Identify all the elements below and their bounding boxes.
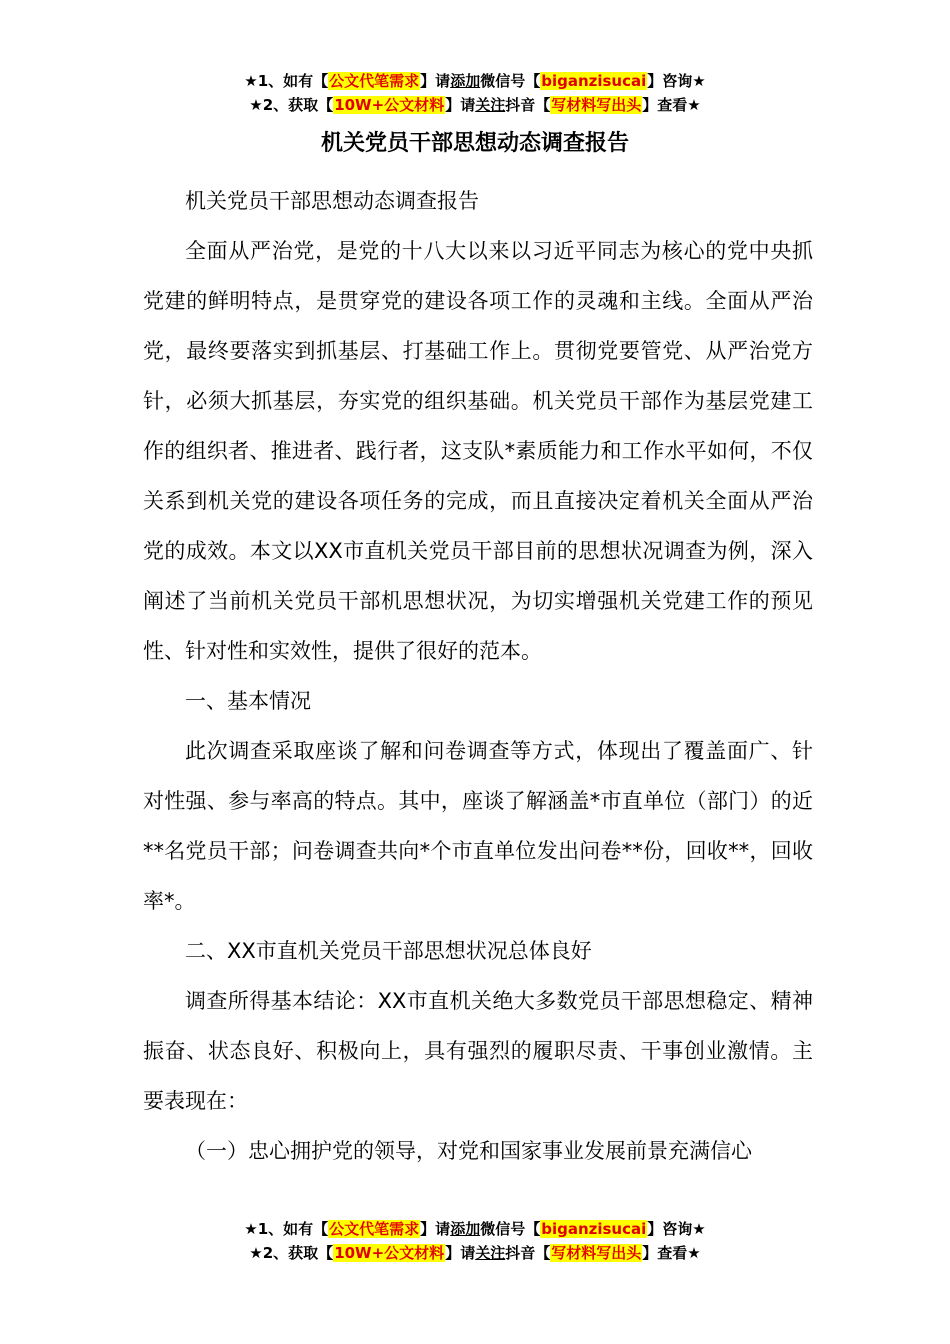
paragraph: 此次调查采取座谈了解和问卷调查等方式，体现出了覆盖面广、针对性强、参与率高的特点。其中，座谈了解涵盖*市直单位（部门）的近**名党员干部；问卷调查共向*个市直单位发出问卷**份，回收**，回收率*。 [143, 739, 813, 913]
promo-text: 】请 [420, 1220, 451, 1238]
promo-text: 微信号【 [480, 1220, 541, 1238]
paragraph: 机关党员干部思想动态调查报告 [185, 189, 479, 213]
promo-text: ★2、获取【 [249, 96, 334, 114]
promo-banner-bottom [0, 1217, 950, 1265]
promo-text: ★2、获取【 [249, 1244, 334, 1262]
promo-highlight: 公文代笔需求 [329, 72, 420, 90]
document-title: 机关党员干部思想动态调查报告 [320, 131, 629, 156]
promo-line-2 [0, 93, 950, 117]
promo-text: ★1、如有【 [244, 1220, 329, 1238]
promo-highlight: biganzisucai [541, 72, 647, 90]
document-body [143, 176, 813, 1176]
promo-text: 】请 [445, 96, 476, 114]
section-heading: 二、XX市直机关党员干部思想状况总体良好 [185, 939, 592, 963]
promo-text: 】查看★ [642, 96, 701, 114]
promo-underlined: 添加 [450, 1220, 481, 1238]
promo-text: 抖音【 [505, 1244, 551, 1262]
promo-highlight: biganzisucai [541, 1220, 647, 1238]
promo-text: 抖音【 [505, 96, 551, 114]
promo-highlight: 写材料写出头 [551, 1244, 642, 1262]
promo-underlined: 关注 [475, 96, 506, 114]
promo-text: 】咨询★ [647, 72, 706, 90]
promo-text: 】请 [420, 72, 451, 90]
promo-highlight: 公文代笔需求 [329, 1220, 420, 1238]
section-heading: 一、基本情况 [185, 689, 311, 713]
promo-highlight: 10W+公文材料 [334, 1244, 445, 1262]
promo-text: 微信号【 [480, 72, 541, 90]
promo-line-1 [0, 69, 950, 93]
promo-line-2 [0, 1241, 950, 1265]
promo-line-1 [0, 1217, 950, 1241]
paragraph: 调查所得基本结论：XX市直机关绝大多数党员干部思想稳定、精神振奋、状态良好、积极向上，具有强烈的履职尽责、干事创业激情。主要表现在： [143, 989, 813, 1113]
promo-highlight: 10W+公文材料 [334, 96, 445, 114]
promo-text: 】咨询★ [647, 1220, 706, 1238]
promo-text: 】请 [445, 1244, 476, 1262]
promo-highlight: 写材料写出头 [551, 96, 642, 114]
paragraph: 全面从严治党，是党的十八大以来以习近平同志为核心的党中央抓党建的鲜明特点，是贯穿党的建设各项工作的灵魂和主线。全面从严治党，最终要落实到抓基层、打基础工作上。贯彻党要管党、从严治党方针，必须大抓基层，夯实党的组织基础。机关党员干部作为基层党建工作的组织者、推进者、践行者，这支队*素质能力和工作水平如何，不仅关系到机关党的建设各项任务的完成，而且直接决定着机关全面从严治党的成效。本文以XX市直机关党员干部目前的思想状况调查为例，深入阐述了当前机关党员干部机思想状况，为切实增强机关党建工作的预见性、针对性和实效性，提供了很好的范本。 [143, 239, 813, 663]
promo-banner-top [0, 69, 950, 117]
subsection-heading: （一）忠心拥护党的领导，对党和国家事业发展前景充满信心 [185, 1139, 752, 1163]
promo-underlined: 关注 [475, 1244, 506, 1262]
promo-text: 】查看★ [642, 1244, 701, 1262]
promo-text: ★1、如有【 [244, 72, 329, 90]
promo-underlined: 添加 [450, 72, 481, 90]
